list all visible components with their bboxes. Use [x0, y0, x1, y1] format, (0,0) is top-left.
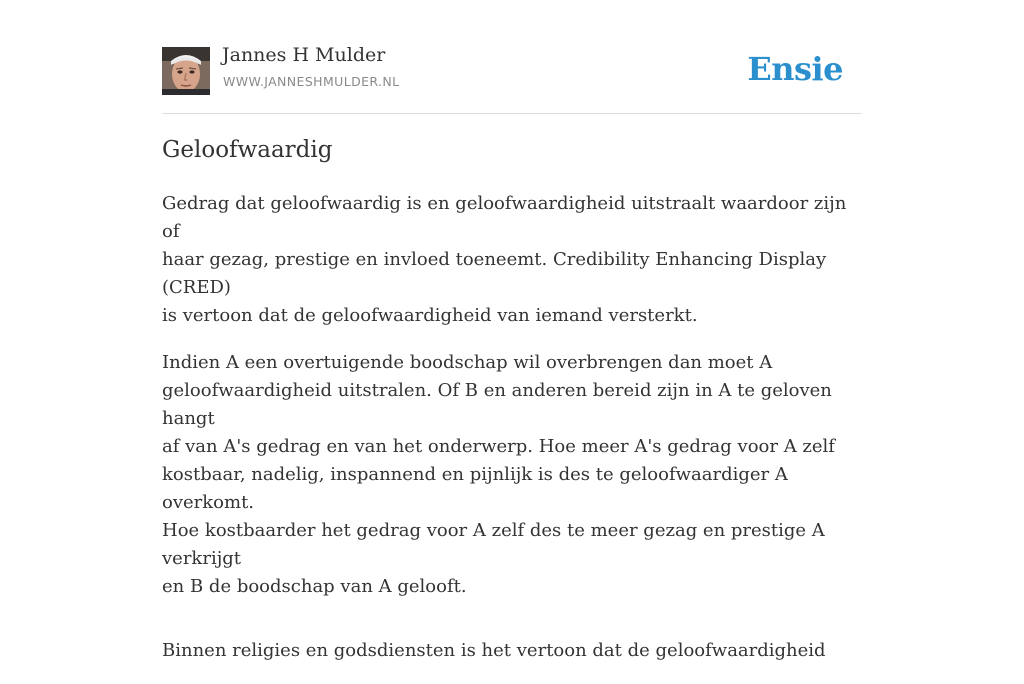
- brand-logo[interactable]: Ensie: [747, 50, 843, 88]
- entry-body: [162, 190, 862, 684]
- entry-header: [162, 0, 862, 114]
- author-website[interactable]: WWW.JANNESHMULDER.NL: [223, 74, 400, 89]
- entry-paragraph: Indien A een overtuigende boodschap wil overbrengen dan moet A geloofwaardigheid uitstralen. Of B en anderen bereid zijn in A te geloven hangt af van A's gedrag en van het onderwerp. Hoe meer A's gedrag voor A zelf kostbaar, nadelig, inspannend en pijnlijk is des te geloofwaardiger A overkomt. Hoe kostbaarder het gedrag voor A zelf des te meer gezag en prestige A verkrijgt en B de boodschap van A gelooft.: [162, 352, 835, 597]
- author-avatar[interactable]: [162, 47, 210, 95]
- entry-paragraph: Binnen religies en godsdiensten is het vertoon dat de geloofwaardigheid: [162, 640, 826, 661]
- entry-title: Geloofwaardig: [162, 137, 333, 163]
- entry-paragraph: Gedrag dat geloofwaardig is en geloofwaardigheid uitstraalt waardoor zijn of haar gezag, prestige en invloed toeneemt. Credibility Enhancing Display (CRED) is vertoon dat de geloofwaardigheid van iemand versterkt.: [162, 193, 847, 326]
- author-name[interactable]: Jannes H Mulder: [222, 44, 386, 66]
- author-photo: [162, 47, 210, 95]
- entry-card: [162, 0, 862, 661]
